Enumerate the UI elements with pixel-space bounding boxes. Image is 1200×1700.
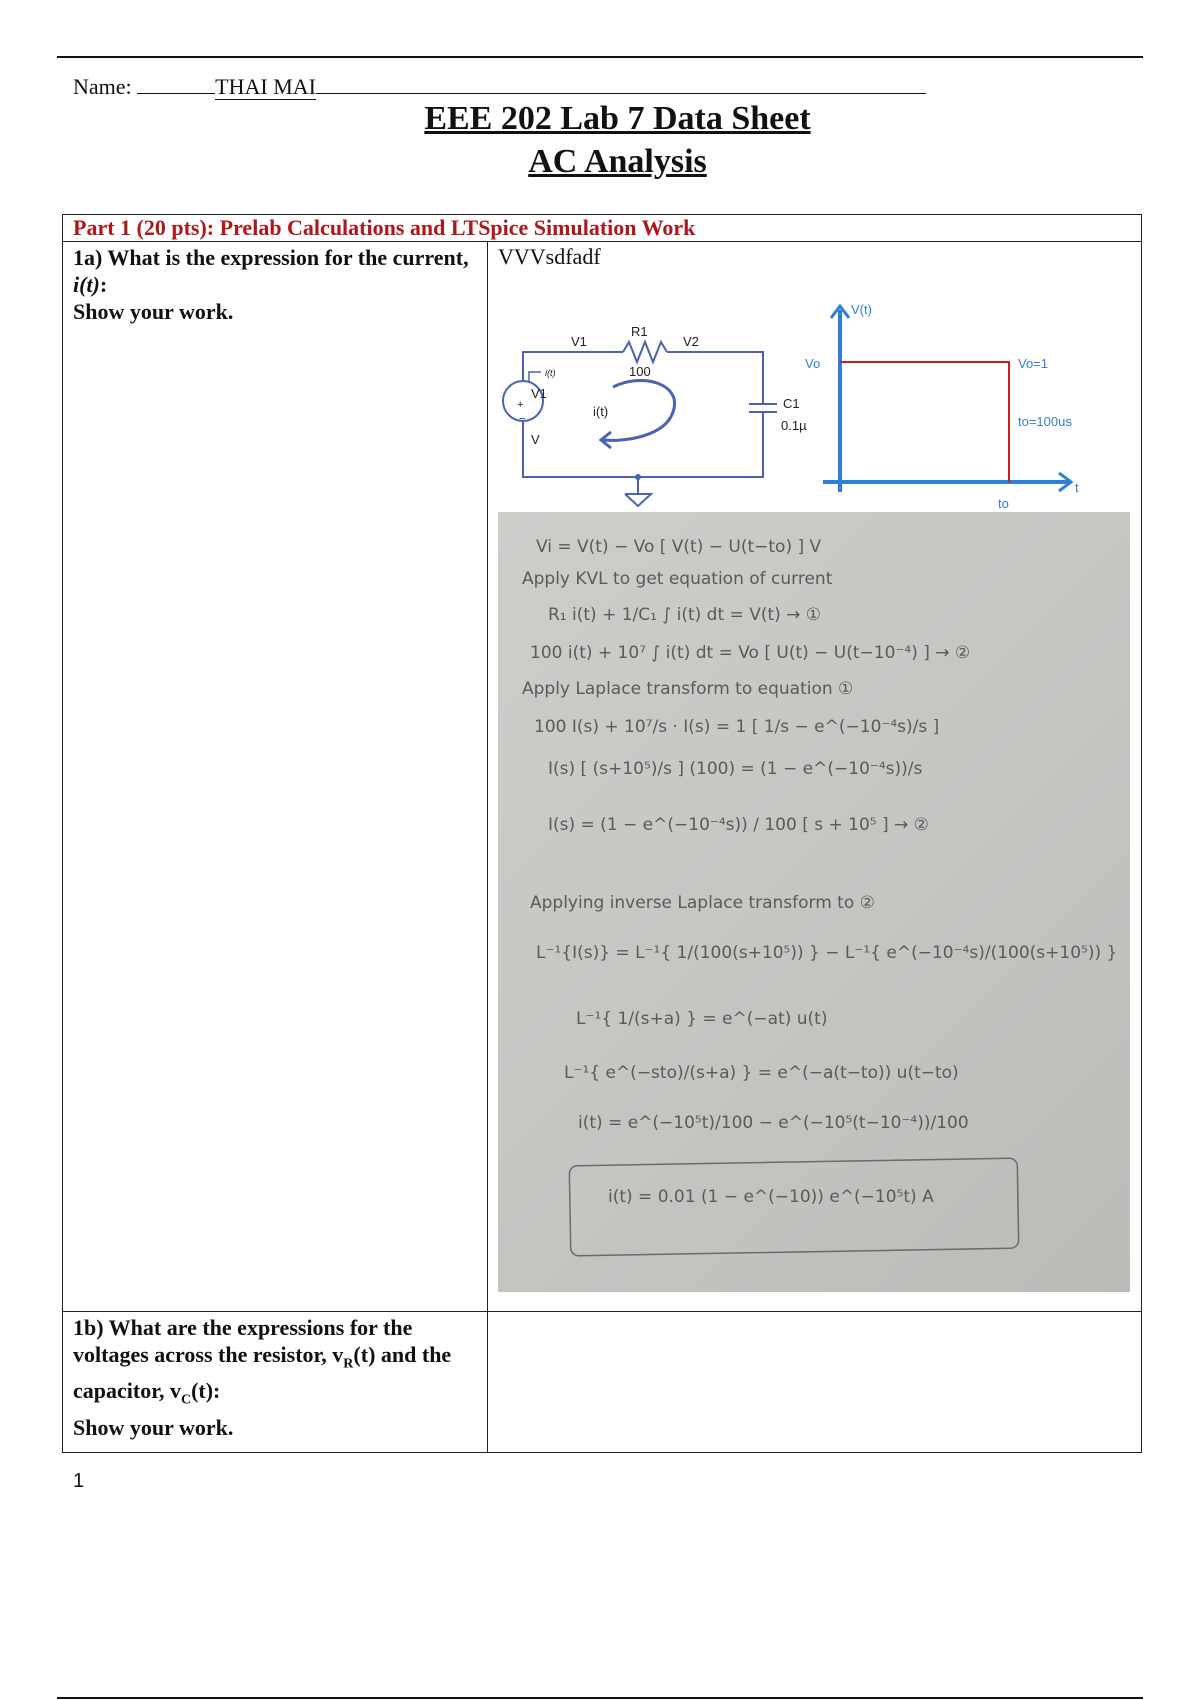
- hw-line-6: 100 I(s) + 10⁷/s · I(s) = 1 [ 1/s − e^(−10⁻⁴s)/s ]: [534, 717, 940, 737]
- source-v-label: V: [531, 432, 540, 447]
- waveform-plot: [805, 302, 1079, 511]
- node-v2-label: V2: [683, 334, 699, 349]
- bottom-rule: [57, 1697, 1143, 1699]
- hw-line-2: Apply KVL to get equation of current: [522, 569, 833, 589]
- q1b-show: Show your work.: [73, 1414, 234, 1440]
- q1b-line3: (t):: [191, 1378, 221, 1404]
- wire-left-top: [523, 352, 623, 380]
- r1-label: R1: [631, 324, 648, 339]
- hw-line-7: I(s) [ (s+10⁵)/s ] (100) = (1 − e^(−10⁻⁴s))/s: [548, 759, 923, 779]
- vo-label: Vo: [805, 356, 821, 371]
- q1b-line2: (t) and the capacitor, v: [73, 1342, 452, 1404]
- q1b-line1: 1b) What are the expressions for the voltages across the resistor, v: [73, 1315, 413, 1367]
- circuit-diagram: [493, 272, 1143, 512]
- answer-1a-text[interactable]: VVVsdfadf: [498, 244, 601, 269]
- wire-bottom: [523, 412, 763, 477]
- source-label: V1: [531, 386, 547, 401]
- resistor-r1-icon: [623, 342, 667, 362]
- loop-arrow-icon: [603, 380, 675, 440]
- ground-icon: [625, 494, 651, 506]
- hw-line-10: L⁻¹{I(s)} = L⁻¹{ 1/(100(s+10⁵)) } − L⁻¹{ e^(−10⁻⁴s)/(100(s+10⁵)) }: [536, 943, 1118, 963]
- loop-current-label: i(t): [593, 404, 609, 419]
- r1-value: 100: [629, 364, 651, 379]
- q1b-sub-c: C: [180, 1392, 192, 1408]
- answer-1b[interactable]: [488, 1312, 1141, 1452]
- name-label: Name:: [73, 74, 132, 99]
- name-blank-left: [137, 73, 215, 94]
- source-minus: −: [519, 413, 526, 425]
- page-subtitle: AC Analysis: [528, 143, 707, 180]
- wire-right-top: [667, 352, 763, 404]
- handwriting-svg: [498, 512, 1130, 1292]
- vo-value: Vo=1: [1018, 356, 1049, 371]
- node-v1-label: V1: [571, 334, 587, 349]
- name-line: [73, 73, 926, 100]
- hw-line-12: L⁻¹{ e^(−sto)/(s+a) } = e^(−a(t−to)) u(t−to): [564, 1063, 959, 1083]
- question-1a: [63, 242, 488, 1311]
- hw-line-11: L⁻¹{ 1/(s+a) } = e^(−at) u(t): [576, 1009, 828, 1029]
- answer-box: [569, 1158, 1019, 1256]
- q1a-text: 1a) What is the expression for the current,: [73, 245, 469, 270]
- to-label: to: [998, 496, 1009, 511]
- name-blank-right: [316, 73, 926, 94]
- hw-line-14: i(t) = 0.01 (1 − e^(−10)) e^(−10⁵t) A: [608, 1187, 934, 1207]
- q1a-suffix: :: [99, 272, 108, 297]
- handwritten-work-photo: [498, 512, 1130, 1292]
- to-value: to=100us: [1018, 414, 1072, 429]
- data-sheet-table: [62, 214, 1142, 1453]
- row-1a: [63, 242, 1141, 1312]
- q1a-var: i(t): [73, 272, 100, 297]
- hw-line-9: Applying inverse Laplace transform to ②: [530, 893, 875, 913]
- top-rule: [57, 56, 1143, 58]
- current-marker-icon: [529, 372, 541, 382]
- q1b-sub-r: R: [343, 1356, 354, 1372]
- hw-line-8: I(s) = (1 − e^(−10⁻⁴s)) / 100 [ s + 10⁵ ] → ②: [548, 815, 929, 835]
- question-1b: [63, 1312, 488, 1452]
- hw-line-3: R₁ i(t) + 1/C₁ ∫ i(t) dt = V(t) → ①: [548, 605, 822, 625]
- hw-line-5: Apply Laplace transform to equation ①: [522, 679, 854, 699]
- hw-line-4: 100 i(t) + 10⁷ ∫ i(t) dt = Vo [ U(t) − U(t−10⁻⁴) ] → ②: [530, 643, 971, 663]
- y-axis-label: V(t): [851, 302, 872, 317]
- source-plus: +: [517, 399, 524, 411]
- part1-heading: Part 1 (20 pts): Prelab Calculations and LTSpice Simulation Work: [63, 215, 1141, 242]
- ground-node-icon: [635, 474, 641, 480]
- page-number: 1: [73, 1470, 85, 1492]
- x-axis-label: t: [1075, 480, 1079, 495]
- name-value[interactable]: THAI MAI: [215, 74, 316, 99]
- row-1b: [63, 1312, 1141, 1452]
- answer-1a[interactable]: [488, 242, 1141, 1311]
- pulse-trace: [840, 362, 1009, 482]
- page-title: EEE 202 Lab 7 Data Sheet: [424, 100, 811, 137]
- q1a-show: Show your work.: [73, 299, 234, 324]
- hw-line-13: i(t) = e^(−10⁵t)/100 − e^(−10⁵(t−10⁻⁴))/100: [578, 1113, 969, 1133]
- c1-value: 0.1µ: [781, 418, 807, 433]
- current-marker-label: i(t): [545, 368, 556, 378]
- c1-label: C1: [783, 396, 800, 411]
- hw-line-1: Vi = V(t) − Vo [ V(t) − U(t−to) ] V: [536, 537, 822, 557]
